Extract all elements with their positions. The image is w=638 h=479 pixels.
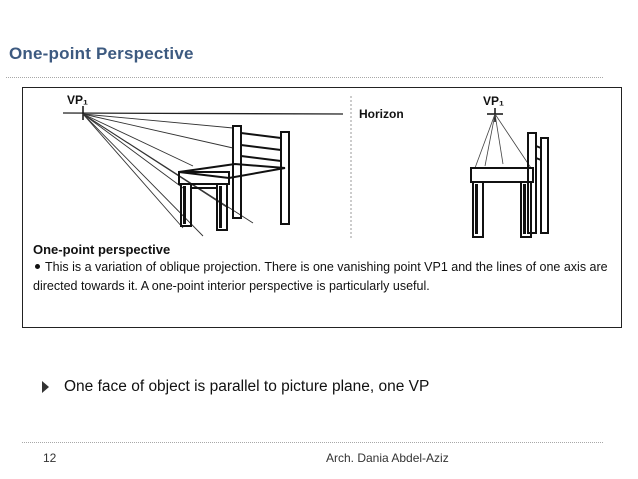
footer-divider [22, 442, 603, 443]
slide-title: One-point Perspective [9, 44, 194, 63]
horizon-label: Horizon [359, 107, 404, 121]
figure-caption-body: This is a variation of oblique projection. There is one vanishing point VP1 and the lines of one axis are directed towards it. A one-point interior perspective is particularly useful. [33, 260, 608, 293]
title-divider [6, 77, 603, 78]
footer-author: Arch. Dania Abdel-Aziz [326, 451, 449, 465]
vp-left-label: VP₁ [67, 93, 88, 107]
vp-right-label: VP₁ [483, 94, 504, 108]
triangle-bullet-icon [42, 381, 49, 393]
bullet-dot-icon [35, 264, 40, 269]
page-number: 12 [43, 451, 57, 465]
bullet-text: One face of object is parallel to picture plane, one VP [64, 378, 430, 395]
figure-caption-title: One-point perspective [33, 242, 171, 257]
bullet-item [42, 378, 429, 396]
figure-caption-text [33, 258, 618, 296]
perspective-figure [22, 87, 622, 328]
